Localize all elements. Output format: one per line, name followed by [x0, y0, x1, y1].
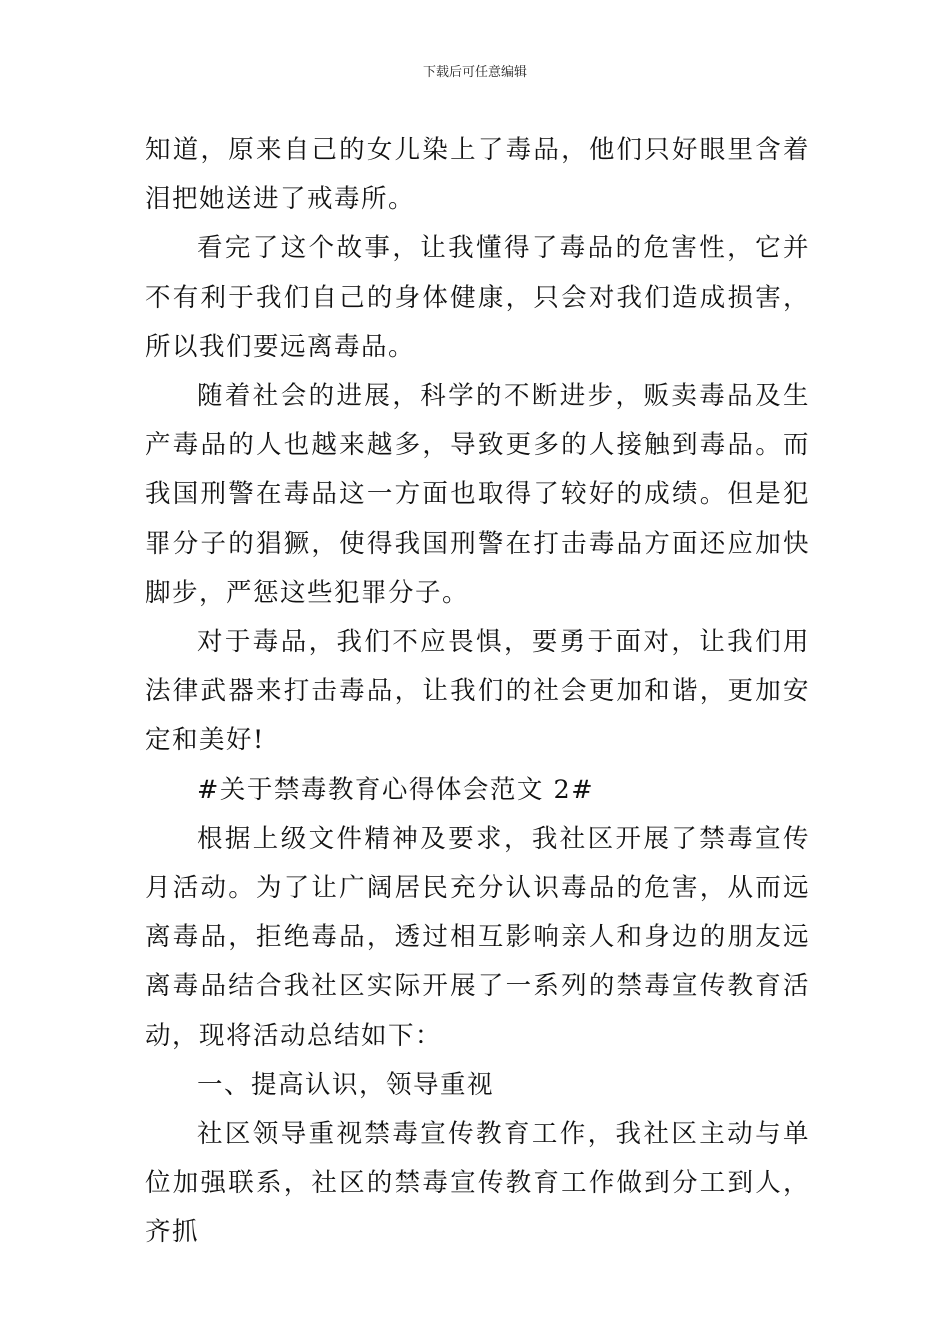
paragraph: 随着社会的进展，科学的不断进步，贩卖毒品及生产毒品的人也越来越多，导致更多的人接触到毒品。而我国刑警在毒品这一方面也取得了较好的成绩。但是犯罪分子的猖獗，使得我国刑警在打击毒品方面还应加快脚步，严惩这些犯罪分子。	[145, 381, 810, 608]
paragraph-continuation: 知道，原来自己的女儿染上了毒品，他们只好眼里含着泪把她送进了戒毒所。	[145, 135, 810, 215]
paragraph: 社区领导重视禁毒宣传教育工作，我社区主动与单位加强联系，社区的禁毒宣传教育工作做到分工到人，齐抓	[145, 1119, 810, 1248]
paragraph: 根据上级文件精神及要求，我社区开展了禁毒宣传月活动。为了让广阔居民充分认识毒品的危害，从而远离毒品，拒绝毒品，透过相互影响亲人和身边的朋友远离毒品结合我社区实际开展了一系列的禁毒宣传教育活动，现将活动总结如下：	[145, 823, 810, 1051]
document-body	[145, 126, 810, 1258]
paragraph: 对于毒品，我们不应畏惧，要勇于面对，让我们用法律武器来打击毒品，让我们的社会更加和谐，更加安定和美好!	[145, 627, 810, 756]
paragraph: 看完了这个故事，让我懂得了毒品的危害性，它并不有利于我们自己的身体健康，只会对我们造成损害，所以我们要远离毒品。	[145, 233, 810, 362]
subsection-title: 一、提高认识，领导重视	[197, 1069, 495, 1100]
section-title: #关于禁毒教育心得体会范文 2#	[197, 774, 595, 805]
page-header: 下载后可任意编辑	[422, 65, 527, 80]
